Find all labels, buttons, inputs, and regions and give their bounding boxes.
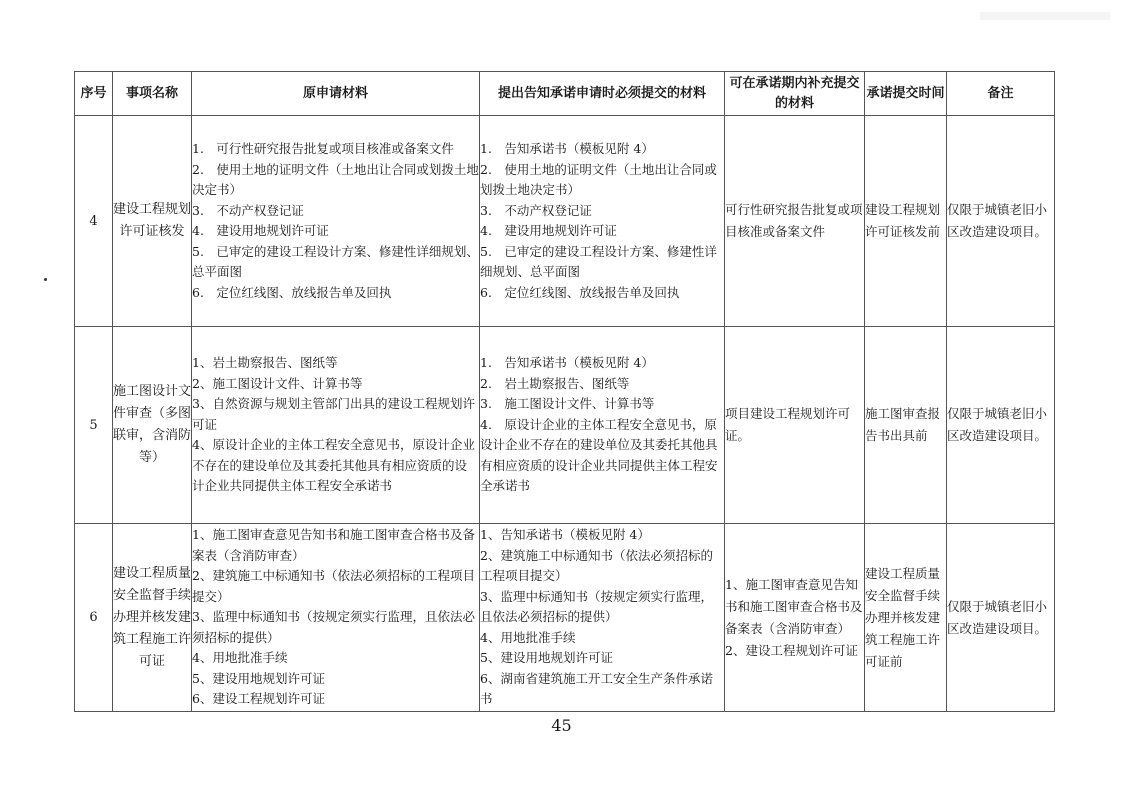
- scan-speck: [44, 278, 47, 281]
- material-item: 6. 定位红线图、放线报告单及回执: [192, 284, 392, 300]
- header-time: 承诺提交时间: [865, 72, 947, 116]
- material-item: 2. 岩土勘察报告、图纸等: [480, 375, 630, 391]
- row-original-materials: [192, 327, 480, 524]
- scan-watermark: [980, 12, 1110, 20]
- row-required-materials: [480, 116, 725, 327]
- row-seq: 5: [75, 327, 113, 524]
- row-supplement: 1、施工图审查意见告知书和施工图审查合格书及备案表（含消防审查） 2、建设工程规划许可证: [725, 524, 865, 712]
- material-item: 1、告知承诺书（模板见附 4）: [480, 527, 650, 543]
- material-item: 3. 不动产权登记证: [480, 202, 592, 218]
- page-number: 45: [551, 716, 572, 735]
- material-item: 3、监理中标通知书（按规定须实行监理，且依法必须招标的提供）: [192, 609, 475, 645]
- material-item: 3. 不动产权登记证: [192, 202, 304, 218]
- material-item: 6、建设工程规划许可证: [192, 691, 325, 707]
- row-name: 建设工程质量安全监督手续办理并核发建筑工程施工许可证: [113, 524, 192, 712]
- row-remark: 仅限于城镇老旧小区改造建设项目。: [947, 524, 1055, 712]
- material-item: 1. 告知承诺书（模板见附 4）: [480, 355, 654, 371]
- material-item: 3、监理中标通知书（按规定须实行监理，且依法必须招标的提供）: [480, 588, 713, 625]
- material-item: 4. 建设用地规划许可证: [192, 223, 329, 238]
- table-row: [75, 116, 1055, 327]
- material-item: 6. 定位红线图、放线报告单及回执: [480, 284, 680, 300]
- header-original: 原申请材料: [192, 72, 480, 116]
- row-original-materials: [192, 116, 480, 327]
- row-name: 建设工程规划许可证核发: [113, 116, 192, 327]
- material-item: 1、岩土勘察报告、图纸等: [192, 355, 338, 371]
- approval-materials-table: [74, 71, 1055, 712]
- material-item: 5、建设用地规划许可证: [192, 670, 325, 686]
- row-time: 建设工程质量安全监督手续办理并核发建筑工程施工许可证前: [865, 524, 947, 712]
- material-item: 1. 告知承诺书（模板见附 4）: [480, 141, 654, 156]
- material-item: 5. 已审定的建设工程设计方案、修建性详细规划、总平面图: [192, 243, 479, 279]
- header-supplement: 可在承诺期内补充提交的材料: [725, 72, 865, 116]
- row-time: 建设工程规划许可证核发前: [865, 116, 947, 327]
- header-seq: 序号: [75, 72, 113, 116]
- material-item: 2. 使用土地的证明文件（土地出让合同或划拨土地决定书）: [480, 161, 717, 197]
- header-required: 提出告知承诺申请时必须提交的材料: [480, 72, 725, 116]
- row-remark: 仅限于城镇老旧小区改造建设项目。: [947, 116, 1055, 327]
- row-supplement: 可行性研究报告批复或项目核准或备案文件: [725, 116, 865, 327]
- material-item: 4. 建设用地规划许可证: [480, 223, 617, 238]
- row-seq: 4: [75, 116, 113, 327]
- material-item: 1、施工图审查意见告知书和施工图审查合格书及备案表（含消防审查）: [192, 527, 475, 563]
- table-row: [75, 524, 1055, 712]
- row-original-materials: [192, 524, 480, 712]
- material-item: 4、用地批准手续: [192, 650, 288, 666]
- row-required-materials: [480, 524, 725, 712]
- material-item: 3. 施工图设计文件、计算书等: [480, 396, 655, 412]
- row-remark: 仅限于城镇老旧小区改造建设项目。: [947, 327, 1055, 524]
- table-row: [75, 327, 1055, 524]
- material-item: 2、建筑施工中标通知书（依法必须招标的工程项目提交）: [192, 568, 475, 604]
- row-time: 施工图审查报告书出具前: [865, 327, 947, 524]
- header-name: 事项名称: [113, 72, 192, 116]
- row-seq: 6: [75, 524, 113, 712]
- material-item: 6、湖南省建筑施工开工安全生产条件承诺书: [480, 670, 713, 707]
- material-item: 2、施工图设计文件、计算书等: [192, 375, 363, 391]
- row-supplement: 项目建设工程规划许可证。: [725, 327, 865, 524]
- material-item: 4、用地批准手续: [480, 629, 576, 645]
- material-item: 4. 原设计企业的主体工程安全意见书，原设计企业不存在的建设单位及其委托其他具有相应资质的设计企业共同提供主体工程安全承诺书: [480, 416, 718, 494]
- material-item: 2、建筑施工中标通知书（依法必须招标的工程项目提交）: [480, 547, 713, 584]
- row-name: 施工图设计文件审查（多图联审，含消防等）: [113, 327, 192, 524]
- material-item: 5、建设用地规划许可证: [480, 650, 613, 666]
- material-item: 1. 可行性研究报告批复或项目核准或备案文件: [192, 141, 454, 156]
- material-item: 4、原设计企业的主体工程安全意见书，原设计企业不存在的建设单位及其委托其他具有相应资质的设计企业共同提供主体工程安全承诺书: [192, 437, 475, 494]
- material-item: 3、自然资源与规划主管部门出具的建设工程规划许可证: [192, 396, 475, 432]
- material-item: 2. 使用土地的证明文件（土地出让合同或划拨土地决定书）: [192, 161, 479, 197]
- table-header-row: [75, 72, 1055, 116]
- material-item: 5. 已审定的建设工程设计方案、修建性详细规划、总平面图: [480, 243, 717, 279]
- header-remark: 备注: [947, 72, 1055, 116]
- row-required-materials: [480, 327, 725, 524]
